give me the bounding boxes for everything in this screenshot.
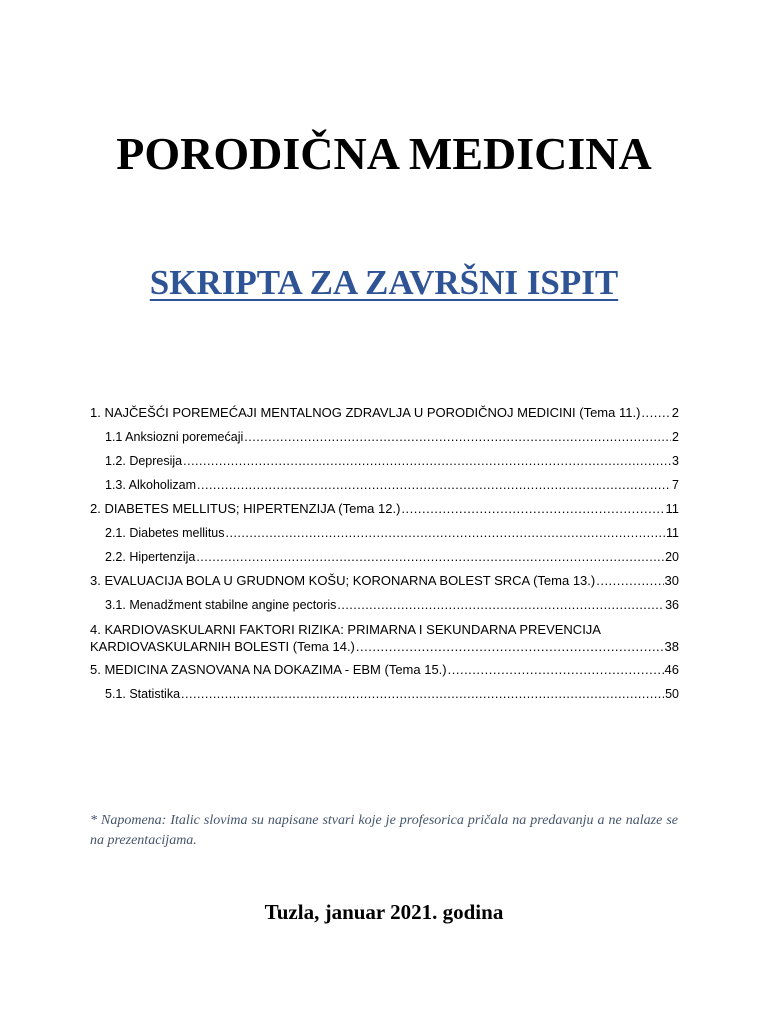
toc-entry[interactable] (90, 545, 679, 569)
document-footer: Tuzla, januar 2021. godina (264, 900, 504, 924)
toc-entry-page: 30 (664, 573, 679, 588)
toc-entry[interactable] (90, 569, 679, 593)
toc-entry-label: 1.3. Alkoholizam (105, 478, 197, 492)
toc-entry[interactable] (90, 497, 679, 521)
toc-entry-label: 5.1. Statistika (105, 687, 181, 701)
toc-dot-leader (183, 449, 671, 473)
toc-dot-leader (448, 658, 664, 682)
toc-entry-label-line1: 4. KARDIOVASKULARNI FAKTORI RIZIKA: PRIMARNA I SEKUNDARNA PREVENCIJA (90, 622, 601, 637)
toc-entry-label: 1.2. Depresija (105, 454, 183, 468)
toc-dot-leader (244, 425, 671, 449)
toc-dot-leader (226, 521, 666, 545)
toc-entry[interactable] (90, 449, 679, 473)
toc-entry-page: 20 (665, 550, 679, 564)
toc-dot-leader (401, 497, 664, 521)
toc-entry[interactable] (90, 425, 679, 449)
toc-entry-page: 3 (672, 454, 679, 468)
toc-entry-page: 11 (666, 526, 679, 540)
toc-entry[interactable] (90, 473, 679, 497)
toc-entry-label: 5. MEDICINA ZASNOVANA NA DOKAZIMA - EBM (Tema 15.) (90, 662, 447, 677)
toc-entry-page: 2 (671, 405, 679, 420)
italic-note: * Napomena: Italic slovima su napisane stvari koje je profesorica pričala na predavanju a ne nalaze se na prezentacijama. (90, 813, 678, 848)
table-of-contents (90, 401, 679, 706)
document-title: PORODIČNA MEDICINA (116, 128, 652, 179)
toc-entry-page: 36 (665, 598, 679, 612)
toc-entry-page: 46 (664, 662, 679, 677)
document-subtitle (0, 262, 768, 304)
toc-dot-leader (641, 401, 670, 425)
toc-entry[interactable] (90, 658, 679, 682)
toc-dot-leader (197, 473, 671, 497)
toc-entry-label: 2.2. Hipertenzija (105, 550, 196, 564)
toc-entry-label-line2: KARDIOVASKULARNIH BOLESTI (Tema 14.) (90, 639, 355, 654)
toc-entry-page: 38 (664, 639, 679, 654)
toc-entry-label: 3.1. Menadžment stabilne angine pectoris (105, 598, 337, 612)
toc-entry[interactable] (90, 593, 679, 617)
toc-entry-label: 2.1. Diabetes mellitus (105, 526, 225, 540)
toc-entry-label: 3. EVALUACIJA BOLA U GRUDNOM KOŠU; KORONARNA BOLEST SRCA (Tema 13.) (90, 573, 596, 588)
toc-dot-leader (196, 545, 664, 569)
toc-entry[interactable] (90, 401, 679, 425)
toc-entry-page: 50 (665, 687, 679, 701)
subtitle-text: SKRIPTA ZA ZAVRŠNI ISPIT (149, 263, 619, 302)
toc-entry-page: 7 (672, 478, 679, 492)
toc-dot-leader (181, 682, 664, 706)
toc-entry[interactable] (90, 521, 679, 545)
toc-entry[interactable] (90, 682, 679, 706)
toc-entry-page: 2 (672, 430, 679, 444)
toc-entry-label: 1. NAJČEŠĆI POREMEĆAJI MENTALNOG ZDRAVLJA U PORODIČNOJ MEDICINI (Tema 11.) (90, 405, 641, 420)
toc-dot-leader (596, 569, 663, 593)
toc-dot-leader (337, 593, 664, 617)
toc-entry-label: 2. DIABETES MELLITUS; HIPERTENZIJA (Tema 12.) (90, 501, 401, 516)
toc-dot-leader (356, 638, 664, 655)
toc-entry-page: 11 (665, 501, 679, 516)
toc-entry-line2 (90, 638, 679, 655)
toc-entry-label: 1.1 Anksiozni poremećaji (105, 430, 244, 444)
toc-entry[interactable] (90, 617, 679, 658)
